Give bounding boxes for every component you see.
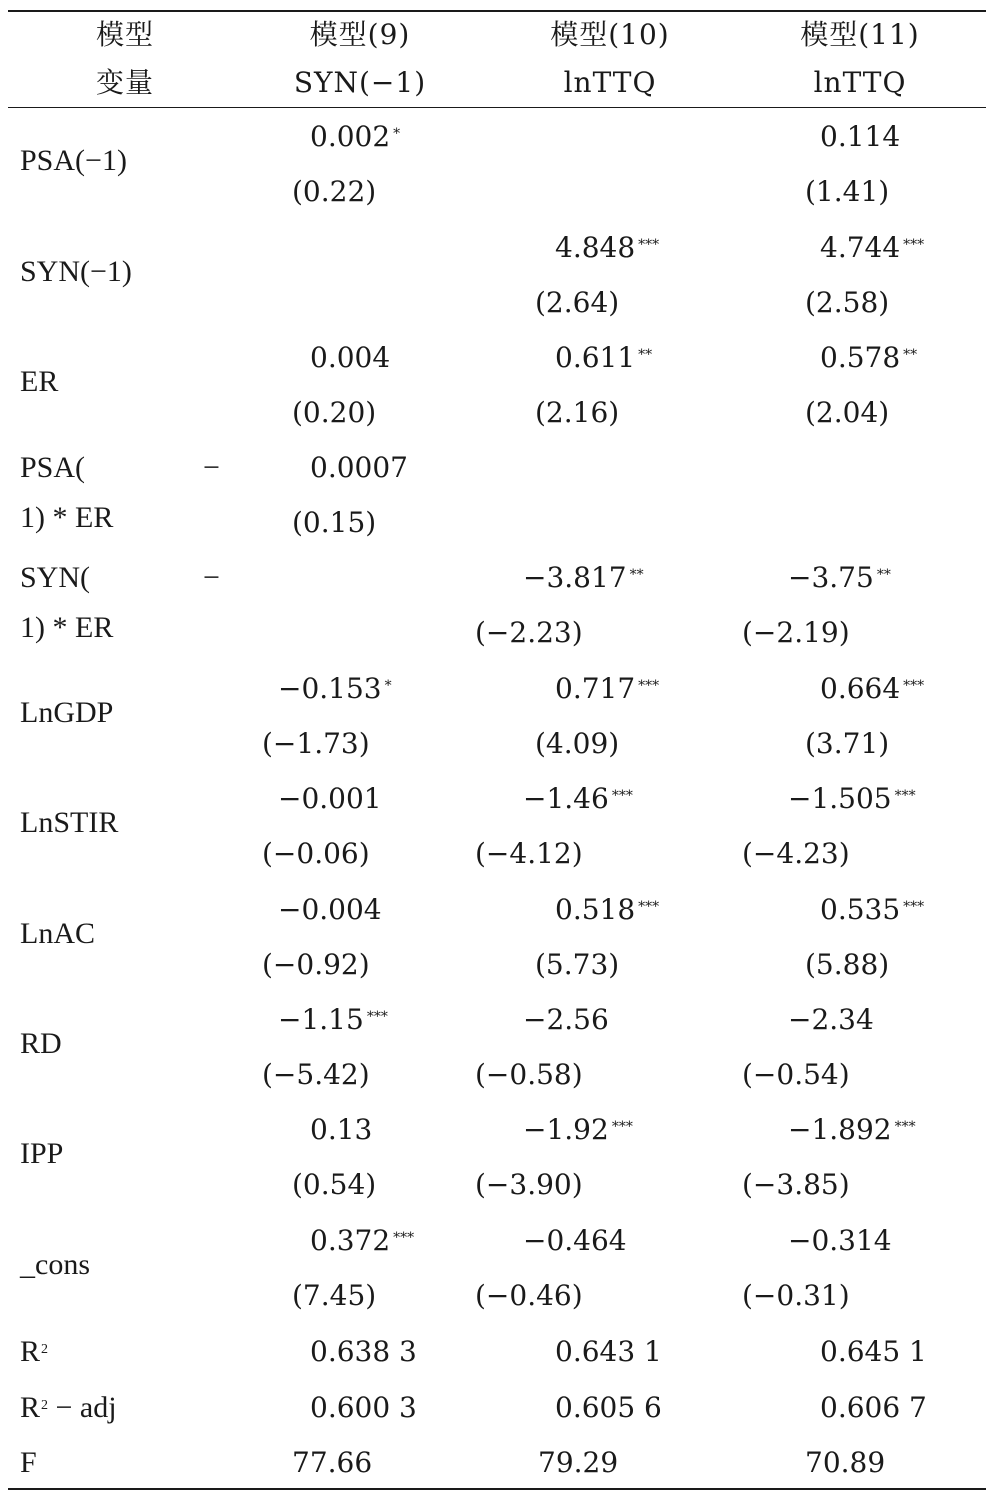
- coefficient-value: [523, 1003, 609, 1037]
- coefficient-number: −0.153: [278, 672, 382, 705]
- coefficient-number: 0.518: [555, 893, 636, 926]
- significance-stars: **: [638, 347, 653, 363]
- row-label-continued: 1) * ER: [20, 501, 114, 534]
- t-statistic: (−1.73): [262, 727, 370, 760]
- significance-stars: ***: [903, 678, 925, 694]
- stat-value: 0.645 1: [820, 1335, 927, 1368]
- t-statistic: (0.54): [292, 1168, 377, 1201]
- column-header-model-10: 模型(10): [550, 18, 670, 51]
- significance-stars: ***: [638, 899, 660, 915]
- significance-stars: **: [876, 567, 891, 583]
- t-statistic: (2.04): [805, 396, 890, 429]
- t-statistic: (−0.54): [742, 1058, 850, 1091]
- significance-stars: *: [384, 678, 392, 694]
- t-statistic: (2.64): [535, 286, 620, 319]
- coefficient-value: [820, 672, 924, 711]
- coefficient-value: [555, 231, 659, 270]
- significance-stars: ***: [393, 1230, 415, 1246]
- coefficient-value: [310, 341, 390, 375]
- t-statistic: (−4.12): [475, 837, 583, 870]
- coefficient-number: 4.848: [555, 231, 636, 264]
- stat-label-text: R: [20, 1335, 41, 1368]
- significance-stars: ***: [638, 237, 660, 253]
- t-statistic: (5.73): [535, 948, 620, 981]
- t-statistic: (2.16): [535, 396, 620, 429]
- t-statistic: (−0.92): [262, 948, 370, 981]
- significance-stars: **: [903, 347, 918, 363]
- stat-label: [20, 1446, 37, 1480]
- coefficient-number: 0.535: [820, 893, 901, 926]
- t-statistic: (−4.23): [742, 837, 850, 870]
- coefficient-number: 0.004: [310, 341, 391, 374]
- t-statistic: (−2.23): [475, 616, 583, 649]
- column-header-dependent-10: lnTTQ: [563, 66, 657, 99]
- row-label: RD: [20, 1027, 62, 1060]
- stat-value: 0.643 1: [555, 1335, 662, 1368]
- t-statistic: (7.45): [292, 1279, 377, 1312]
- significance-stars: ***: [894, 1119, 916, 1135]
- coefficient-number: 4.744: [820, 231, 901, 264]
- stat-value: 77.66: [292, 1446, 373, 1479]
- coefficient-value: [788, 1003, 874, 1037]
- coefficient-number: −0.001: [278, 782, 382, 815]
- stat-value: 79.29: [538, 1446, 619, 1479]
- coefficient-value: [278, 672, 392, 711]
- coefficient-number: −1.892: [788, 1113, 892, 1146]
- coefficient-number: 0.664: [820, 672, 901, 705]
- coefficient-number: −0.314: [788, 1224, 892, 1257]
- coefficient-value: [555, 341, 652, 380]
- significance-stars: **: [629, 567, 644, 583]
- coefficient-value: [820, 893, 924, 932]
- coefficient-value: [820, 231, 924, 270]
- stat-label-text: R: [20, 1391, 41, 1424]
- t-statistic: (−2.19): [742, 616, 850, 649]
- coefficient-number: 0.578: [820, 341, 901, 374]
- row-label-dash: −: [203, 451, 220, 484]
- t-statistic: (4.09): [535, 727, 620, 760]
- coefficient-value: [820, 341, 917, 380]
- coefficient-value: [278, 893, 382, 927]
- significance-stars: ***: [903, 237, 925, 253]
- table-top-rule: [8, 10, 986, 12]
- column-header-model-11: 模型(11): [800, 18, 920, 51]
- coefficient-value: [523, 1224, 627, 1258]
- significance-stars: ***: [611, 788, 633, 804]
- row-label: LnGDP: [20, 696, 114, 729]
- stub-header-variable: 变量: [95, 66, 154, 99]
- coefficient-number: 0.002: [310, 120, 391, 153]
- column-header-model-9: 模型(9): [309, 18, 411, 51]
- coefficient-number: 0.13: [310, 1113, 373, 1146]
- stat-value: 0.600 3: [310, 1391, 417, 1424]
- coefficient-value: [523, 782, 633, 821]
- row-label-continued: 1) * ER: [20, 611, 114, 644]
- coefficient-number: −2.34: [788, 1003, 874, 1036]
- table-bottom-rule: [8, 1488, 986, 1490]
- coefficient-value: [788, 1224, 892, 1258]
- t-statistic: (0.20): [292, 396, 377, 429]
- t-statistic: (−3.85): [742, 1168, 850, 1201]
- stat-value: 0.606 7: [820, 1391, 927, 1424]
- t-statistic: (−5.42): [262, 1058, 370, 1091]
- coefficient-number: 0.372: [310, 1224, 391, 1257]
- t-statistic: (−3.90): [475, 1168, 583, 1201]
- coefficient-value: [555, 672, 659, 711]
- coefficient-value: [310, 1113, 372, 1147]
- coefficient-number: −1.92: [523, 1113, 609, 1146]
- coefficient-number: −1.15: [278, 1003, 364, 1036]
- coefficient-value: [278, 1003, 388, 1042]
- coefficient-number: 0.0007: [310, 451, 408, 484]
- coefficient-number: 0.611: [555, 341, 636, 374]
- stat-label-text: F: [20, 1446, 37, 1479]
- t-statistic: (−0.06): [262, 837, 370, 870]
- stat-label-superscript: 2: [41, 1342, 49, 1357]
- coefficient-value: [523, 561, 644, 600]
- table-header-rule: [8, 107, 986, 108]
- row-label: SYN(−1): [20, 255, 132, 288]
- significance-stars: ***: [894, 788, 916, 804]
- t-statistic: (5.88): [805, 948, 890, 981]
- coefficient-number: −3.817: [523, 561, 627, 594]
- row-label: PSA(−1): [20, 144, 127, 177]
- coefficient-value: [310, 120, 400, 159]
- coefficient-value: [555, 893, 659, 932]
- stat-label-suffix: − adj: [48, 1391, 117, 1424]
- t-statistic: (−0.46): [475, 1279, 583, 1312]
- row-label-dash: −: [203, 561, 220, 594]
- coefficient-value: [788, 1113, 916, 1152]
- stat-label: [20, 1391, 117, 1431]
- coefficient-number: −3.75: [788, 561, 874, 594]
- significance-stars: ***: [611, 1119, 633, 1135]
- coefficient-number: −0.464: [523, 1224, 627, 1257]
- coefficient-number: −1.46: [523, 782, 609, 815]
- t-statistic: (2.58): [805, 286, 890, 319]
- t-statistic: (1.41): [805, 175, 890, 208]
- row-label: IPP: [20, 1137, 64, 1170]
- row-label: LnSTIR: [20, 806, 119, 839]
- row-label: PSA(: [20, 451, 86, 484]
- significance-stars: ***: [366, 1009, 388, 1025]
- stat-value: 70.89: [805, 1446, 886, 1479]
- t-statistic: (−0.58): [475, 1058, 583, 1091]
- coefficient-number: −2.56: [523, 1003, 609, 1036]
- coefficient-number: 0.717: [555, 672, 636, 705]
- stat-label: [20, 1335, 48, 1375]
- significance-stars: *: [393, 126, 401, 142]
- t-statistic: (−0.31): [742, 1279, 850, 1312]
- stub-header-model: 模型: [95, 18, 154, 51]
- stat-label-superscript: 2: [41, 1398, 49, 1413]
- coefficient-number: 0.114: [820, 120, 901, 153]
- stat-value: 0.638 3: [310, 1335, 417, 1368]
- significance-stars: ***: [903, 899, 925, 915]
- coefficient-value: [788, 782, 916, 821]
- row-label: _cons: [20, 1248, 90, 1281]
- row-label: LnAC: [20, 917, 95, 950]
- t-statistic: (3.71): [805, 727, 890, 760]
- coefficient-value: [788, 561, 891, 600]
- t-statistic: (0.15): [292, 506, 377, 539]
- t-statistic: (0.22): [292, 175, 377, 208]
- row-label: ER: [20, 365, 59, 398]
- row-label: SYN(: [20, 561, 91, 594]
- coefficient-value: [820, 120, 900, 154]
- coefficient-value: [278, 782, 382, 816]
- significance-stars: ***: [638, 678, 660, 694]
- column-header-dependent-9: SYN(−1): [293, 66, 427, 99]
- coefficient-value: [310, 451, 408, 485]
- coefficient-number: −1.505: [788, 782, 892, 815]
- coefficient-number: −0.004: [278, 893, 382, 926]
- coefficient-value: [523, 1113, 633, 1152]
- column-header-dependent-11: lnTTQ: [813, 66, 907, 99]
- stat-value: 0.605 6: [555, 1391, 662, 1424]
- coefficient-value: [310, 1224, 414, 1263]
